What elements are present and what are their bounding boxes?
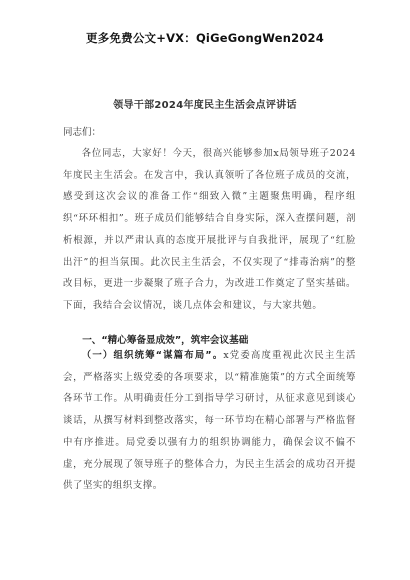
section-heading-1: 一、“精心筹备显成效”，筑牢会议基础 [82,335,249,346]
document-title: 领导干部2024年度民主生活会点评讲话 [113,100,297,111]
subheading-1: （一）组织统筹“谋篇布局”。 [81,350,224,361]
salutation: 同志们： [63,127,102,138]
watermark-text: 更多免费公文+VX：QiGeGongWen2024 [86,31,324,45]
paragraph-section-1-body: x党委高度重视此次民主生活会，严格落实上级党委的各项要求，以“精准施策”的方式全面统筹各环节工作。从明确责任分工到指导学习研讨，从征求意见到谈心谈话，从撰写材料到整改落实，每一环节均在精心部署与严格监督中有序推进。局党委以强有力的组织协调能力，确保会议不偏不虚，充分展现了领导班子的整体合力，为民主生活会的成功召开提供了坚实的组织支撑。 [63,350,356,492]
paragraph-section-1 [63,345,356,497]
paragraph-intro: 各位同志，大家好！今天，很高兴能够参加x局领导班子2024年度民主生活会。在发言中，我认真领听了各位班子成员的交流，感受到这次会议的准备工作“细致入微”主题聚焦明确，程序组织“环环相扣”。班子成员们能够结合自身实际，深入查摆问题，剖析根源，并以严肃认真的态度开展批评与自我批评，展现了“红脸出汗”的担当氛围。此次民主生活会，不仅实现了“排毒治病”的整改目标，更进一步凝聚了班子合力，为改进工作奠定了坚实基础。下面，我结合会议情况，谈几点体会和建议，与大家共勉。 [63,148,356,311]
